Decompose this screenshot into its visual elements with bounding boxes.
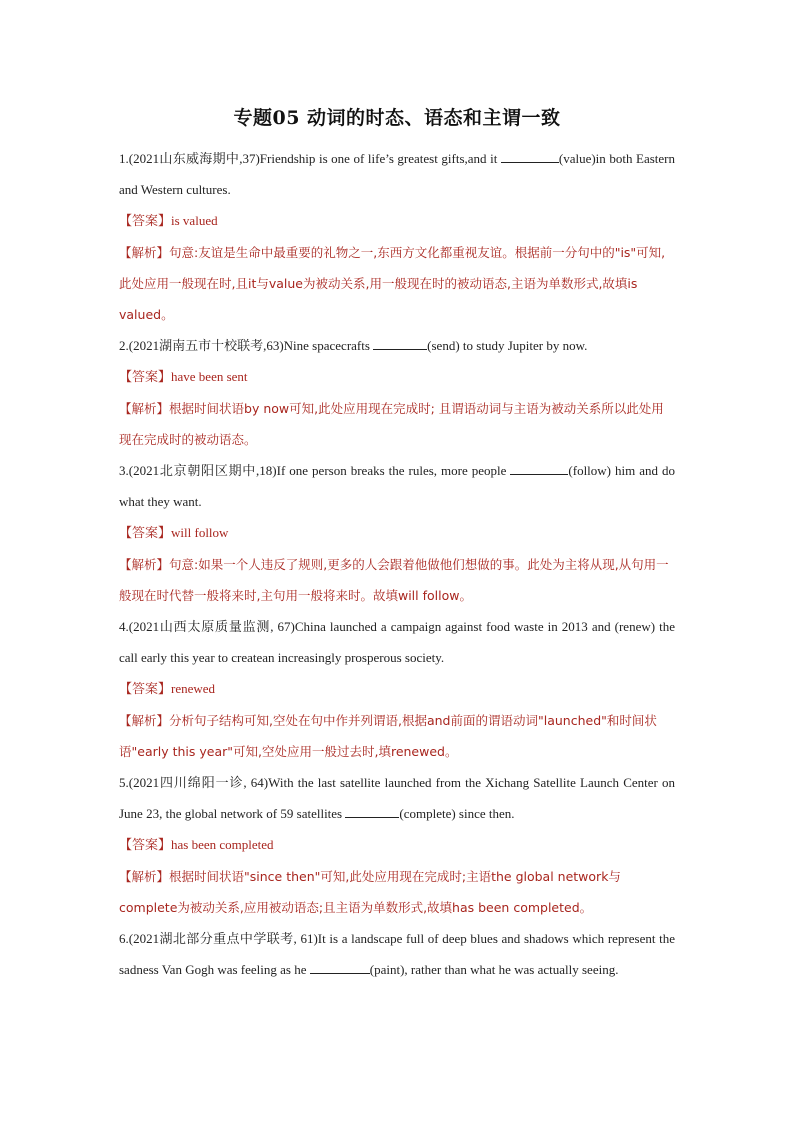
answer-blank bbox=[501, 150, 559, 163]
answer-blank bbox=[345, 805, 399, 818]
answer-blank bbox=[310, 961, 370, 974]
question-5: 5.(2021四川绵阳一诊, 64)With the last satellite launched from the Xichang Satellite Launch Center on June 23, the global network of 59 satellites (complete) since then. bbox=[119, 775, 675, 822]
analysis-2: 【解析】根据时间状语by now可知,此处应用现在完成时; 且谓语动词与主语为被动关系所以此处用现在完成时的被动语态。 bbox=[119, 400, 664, 447]
answer-line-3: 【答案】will follow bbox=[119, 525, 229, 541]
answer-line-5: 【答案】has been completed bbox=[119, 837, 274, 853]
question-3: 3.(2021北京朝阳区期中,18)If one person breaks the rules, more people (follow) him and do what they want. bbox=[119, 463, 675, 510]
analysis-5: 【解析】根据时间状语"since then"可知,此处应用现在完成时;主语the global network与complete为被动关系,应用被动语态;且主语为单数形式,故填has been completed。 bbox=[119, 868, 621, 915]
answer-blank bbox=[373, 337, 427, 350]
question-4: 4.(2021山西太原质量监测, 67)China launched a campaign against food waste in 2013 and (renew) the call early this year to createan increasingly prosperous society. bbox=[119, 619, 675, 666]
page-title: 专题05 动词的时态、语态和主谓一致 bbox=[233, 107, 561, 129]
question-1: 1.(2021山东威海期中,37)Friendship is one of life’s greatest gifts,and it (value)in both Eastern and Western cultures. bbox=[119, 151, 675, 198]
answer-line-1: 【答案】is valued bbox=[119, 213, 218, 229]
analysis-3: 【解析】句意:如果一个人违反了规则,更多的人会跟着他做他们想做的事。此处为主将从现,从句用一般现在时代替一般将来时,主句用一般将来时。故填will follow。 bbox=[119, 556, 669, 603]
answer-line-4: 【答案】renewed bbox=[119, 681, 216, 697]
question-6: 6.(2021湖北部分重点中学联考, 61)It is a landscape full of deep blues and shadows which represent the sadness Van Gogh was feeling as he (paint), rather than what he was actually seeing. bbox=[119, 931, 675, 978]
question-list bbox=[119, 143, 675, 985]
answer-line-2: 【答案】have been sent bbox=[119, 369, 248, 385]
analysis-4: 【解析】分析句子结构可知,空处在句中作并列谓语,根据and前面的谓语动词"launched"和时间状语"early this year"可知,空处应用一般过去时,填renewed。 bbox=[119, 712, 657, 759]
analysis-1: 【解析】句意:友谊是生命中最重要的礼物之一,东西方文化都重视友谊。根据前一分句中的"is"可知,此处应用一般现在时,且it与value为被动关系,用一般现在时的被动语态,主语为单数形式,故填is valued。 bbox=[119, 244, 666, 323]
answer-blank bbox=[510, 462, 568, 475]
question-2: 2.(2021湖南五市十校联考,63)Nine spacecrafts (send) to study Jupiter by now. bbox=[119, 338, 588, 354]
